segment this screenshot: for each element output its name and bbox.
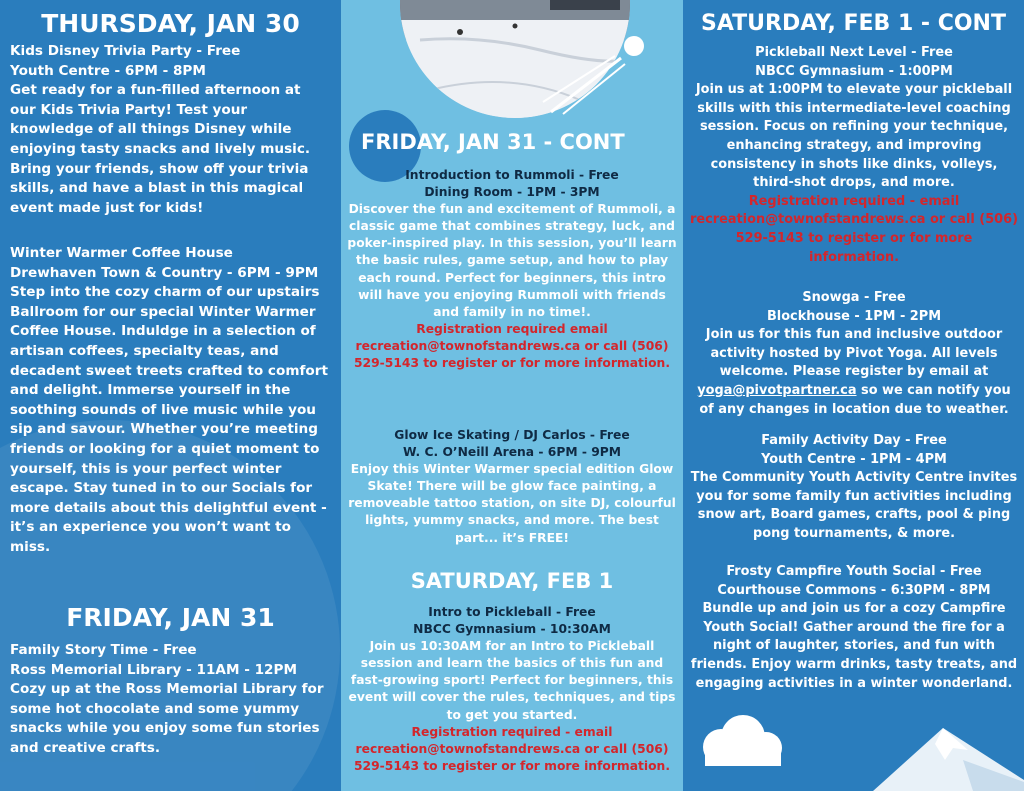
- event-kids-disney-trivia: [10, 42, 328, 218]
- event-intro-to-pickleball: [347, 604, 677, 775]
- motion-lines-icon: [541, 50, 631, 120]
- event-location: NBCC Gymnasium - 1:00PM: [755, 63, 953, 79]
- email-link[interactable]: yoga@pivotpartner.ca: [697, 382, 857, 398]
- event-location: Ross Memorial Library - 11AM - 12PM: [10, 661, 297, 678]
- event-title: Intro to Pickleball - Free: [428, 605, 596, 619]
- right-column: [683, 0, 1024, 791]
- event-glow-ice-skating: [347, 427, 677, 547]
- cloud-icon: [691, 712, 791, 767]
- desc-part: Join us for this fun and inclusive outdoor activity hosted by Pivot Yoga. All levels welcome. Please register by email at: [705, 327, 1003, 380]
- event-title: Glow Ice Skating / DJ Carlos - Free: [394, 428, 630, 442]
- left-column: [0, 0, 341, 791]
- event-title: Snowga - Free: [802, 290, 906, 305]
- event-description: The Community Youth Activity Centre invites you for some family fun activities including snow art, Board games, crafts, pool & ping pong tournaments, & more.: [690, 470, 1018, 541]
- event-title: Frosty Campfire Youth Social - Free: [726, 564, 982, 579]
- desc-part: so we can notify you of any changes in location due to weather.: [699, 382, 1011, 417]
- event-description: Discover the fun and excitement of Rummoli, a classic game that combines strategy, luck, and poker-inspired play. In this session, you’ll learn the basic rules, game setup, and how to play each round. Perfect for beginners, this intro will have you enjoying Rummoli with friends and family in no time!.: [347, 202, 677, 319]
- event-title: Introduction to Rummoli - Free: [405, 168, 619, 182]
- event-snowga: [689, 289, 1019, 419]
- event-location: Youth Centre - 1PM - 4PM: [761, 451, 947, 467]
- event-description: Join us at 1:00PM to elevate your pickleball skills with this intermediate-level coaching session. Focus on refining your technique, enhancing strategy, and improving consistency in shots like dinks, volleys, third-shot drops, and more.: [695, 82, 1013, 191]
- event-winter-warmer-coffee-house: [10, 244, 328, 558]
- thursday-heading: THURSDAY, JAN 30: [41, 9, 300, 38]
- mountain-icon: [873, 720, 1024, 791]
- event-family-activity-day: [689, 432, 1019, 544]
- event-location: Youth Centre - 6PM - 8PM: [10, 62, 206, 79]
- friday-heading: FRIDAY, JAN 31: [66, 603, 275, 632]
- registration-note: Registration required - email recreation@townofstandrews.ca or call (506) 529-5143 to register or for more information.: [689, 193, 1018, 265]
- registration-note: Registration required email recreation@townofstandrews.ca or call (506) 529-5143 to register or for more information.: [354, 321, 670, 371]
- saturday-heading: SATURDAY, FEB 1: [410, 569, 614, 593]
- friday-cont-heading: FRIDAY, JAN 31 - CONT: [361, 130, 625, 154]
- event-location: W. C. O’Neill Arena - 6PM - 9PM: [402, 445, 622, 460]
- event-pickleball-next-level: [689, 44, 1019, 267]
- event-description: Cozy up at the Ross Memorial Library for some hot chocolate and some yummy snacks while you enjoy some fun stories and creative crafts.: [10, 681, 324, 756]
- registration-note: Registration required - email recreation@townofstandrews.ca or call (506) 529-5143 to register or for more information.: [354, 724, 670, 773]
- event-title: Family Story Time - Free: [10, 642, 197, 658]
- middle-column: [341, 0, 683, 791]
- event-location: NBCC Gymnasium - 10:30AM: [413, 622, 611, 637]
- event-location: Dining Room - 1PM - 3PM: [424, 185, 600, 200]
- event-family-story-time: [10, 641, 328, 759]
- event-location: Blockhouse - 1PM - 2PM: [766, 308, 942, 324]
- event-title: Family Activity Day - Free: [761, 433, 947, 448]
- event-title: Winter Warmer Coffee House: [10, 245, 233, 261]
- event-location: Courthouse Commons - 6:30PM - 8PM: [717, 582, 991, 598]
- event-description: Step into the cozy charm of our upstairs Ballroom for our special Winter Warmer Coffee House. Induldge in a selection of artisan coffees, specialty teas, and decadent sweet treets crafted to comfort and delight. Immerse yourself in the soothing sounds of live music while you sip and savour. Whether you’re meeting friends or looking for a quiet moment to yourself, this is your perfect winter escape. Stay tuned in to our Socials for more details about this delightful event - it’s an experience you won’t want to miss.: [10, 284, 328, 555]
- event-title: Kids Disney Trivia Party - Free: [10, 43, 241, 59]
- event-frosty-campfire: [689, 563, 1019, 693]
- event-description: Join us 10:30AM for an Intro to Pickleball session and learn the basics of this fun and fast-growing sport! Perfect for beginners, this event will cover the rules, techniques, and tips to get you started.: [348, 639, 676, 722]
- event-intro-to-rummoli: [347, 167, 677, 372]
- event-title: Pickleball Next Level - Free: [755, 45, 953, 60]
- event-description: Enjoy this Winter Warmer special edition Glow Skate! There will be glow face painting, a removeable tattoo station, on site DJ, colourful lights, yummy snacks, and more. The best part... it’s FREE!: [348, 462, 676, 545]
- event-location: Drewhaven Town & Country - 6PM - 9PM: [10, 264, 319, 281]
- saturday-cont-heading: SATURDAY, FEB 1 - CONT: [701, 11, 1006, 36]
- event-description: Bundle up and join us for a cozy Campfire Youth Social! Gather around the fire for a night of laughter, stories, and fun with friends. Enjoy warm drinks, tasty treats, and engaging activities in a winter wonderland.: [690, 601, 1018, 691]
- event-description: Get ready for a fun-filled afternoon at our Kids Trivia Party! Test your knowledge of all things Disney while enjoying tasty snacks and lively music. Bring your friends, show off your trivia skills, and have a blast in this magical event made just for kids!: [10, 82, 311, 216]
- event-description: [689, 326, 1019, 419]
